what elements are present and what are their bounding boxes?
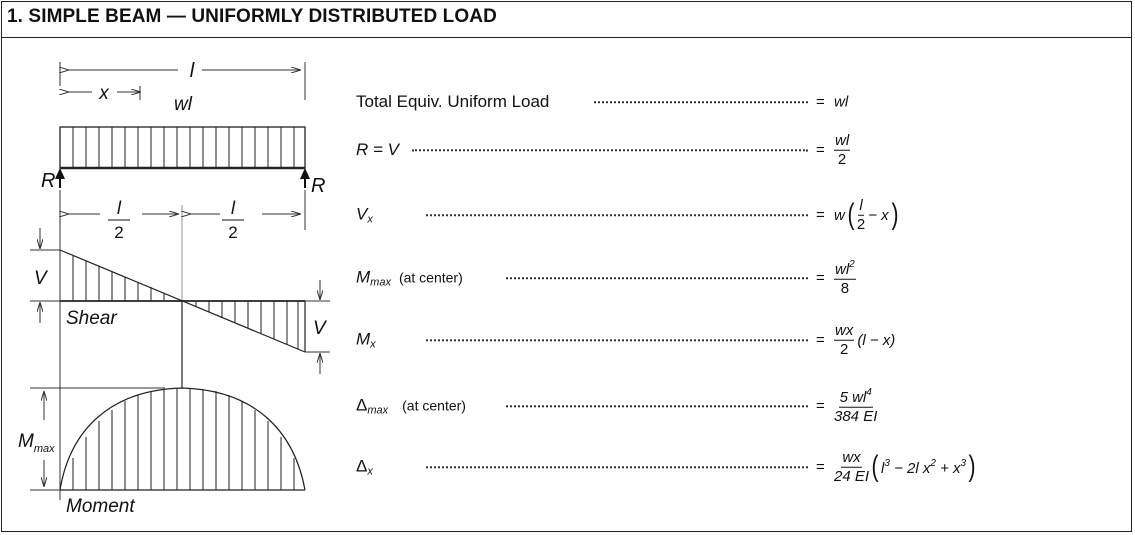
reaction-left-label: R bbox=[41, 170, 56, 192]
formula-label: R = V bbox=[356, 140, 399, 159]
formula-label: $M_x$ bbox=[356, 329, 376, 351]
formula-value: w ( $\frac{l}{2}$ − x ) bbox=[834, 196, 899, 233]
formula-value: $\frac{wl^2}{8}$ bbox=[835, 258, 855, 297]
leader-dots bbox=[506, 277, 808, 279]
half-span-left-den: 2 bbox=[114, 223, 124, 242]
formula-label: $M_{max}$ (at center) bbox=[356, 267, 463, 289]
page-title: 1. SIMPLE BEAM — UNIFORMLY DISTRIBUTED LOAD bbox=[7, 6, 497, 27]
moment-diagram bbox=[60, 388, 305, 490]
shear-v-left: V bbox=[34, 268, 47, 289]
formula-value: wl bbox=[834, 93, 849, 111]
load-label: wl bbox=[174, 94, 192, 115]
moment-max-label: $M_{max}$ bbox=[18, 431, 55, 455]
half-span-right-num: l bbox=[231, 198, 235, 218]
reaction-arrows bbox=[55, 168, 310, 188]
formula-value: $\frac{wl}{2}$ bbox=[835, 131, 850, 168]
leader-dots bbox=[426, 214, 808, 216]
half-span-right-den: 2 bbox=[228, 223, 238, 242]
formula-label: $V_x$ bbox=[356, 204, 373, 226]
formula-value: $\frac{5 wl^4}{384 EI}$ bbox=[834, 386, 878, 425]
equals-sign: = bbox=[816, 141, 825, 159]
equals-sign: = bbox=[816, 331, 825, 349]
shear-caption: Shear bbox=[66, 308, 117, 329]
formula-value: $\frac{wx}{24 EI}$ ( $l^3 - 2l$ $x^2 + x^3$ ) bbox=[834, 448, 976, 485]
leader-dots bbox=[594, 101, 808, 103]
span-label: l bbox=[189, 60, 195, 82]
equals-sign: = bbox=[816, 93, 825, 111]
leader-dots bbox=[506, 405, 808, 407]
reaction-right-label: R bbox=[311, 175, 326, 197]
leader-dots bbox=[412, 149, 808, 151]
equals-sign: = bbox=[816, 397, 825, 415]
leader-dots bbox=[426, 466, 808, 468]
equals-sign: = bbox=[816, 458, 825, 476]
x-label: x bbox=[99, 83, 109, 104]
formula-value: $\frac{wx}{2}$ (l − x) bbox=[835, 321, 896, 358]
formula-label: $\Delta_x$ bbox=[356, 456, 373, 478]
equals-sign: = bbox=[816, 269, 825, 287]
leader-dots bbox=[426, 339, 808, 341]
moment-caption: Moment bbox=[66, 496, 135, 517]
equals-sign: = bbox=[816, 206, 825, 224]
distributed-load bbox=[60, 127, 305, 168]
formula-label: Total Equiv. Uniform Load bbox=[356, 92, 550, 111]
half-span-left-num: l bbox=[117, 198, 121, 218]
moment-dimension bbox=[30, 388, 165, 490]
shear-v-right: V bbox=[313, 318, 326, 339]
formula-label: $\Delta_{max}$ (at center) bbox=[356, 395, 466, 417]
